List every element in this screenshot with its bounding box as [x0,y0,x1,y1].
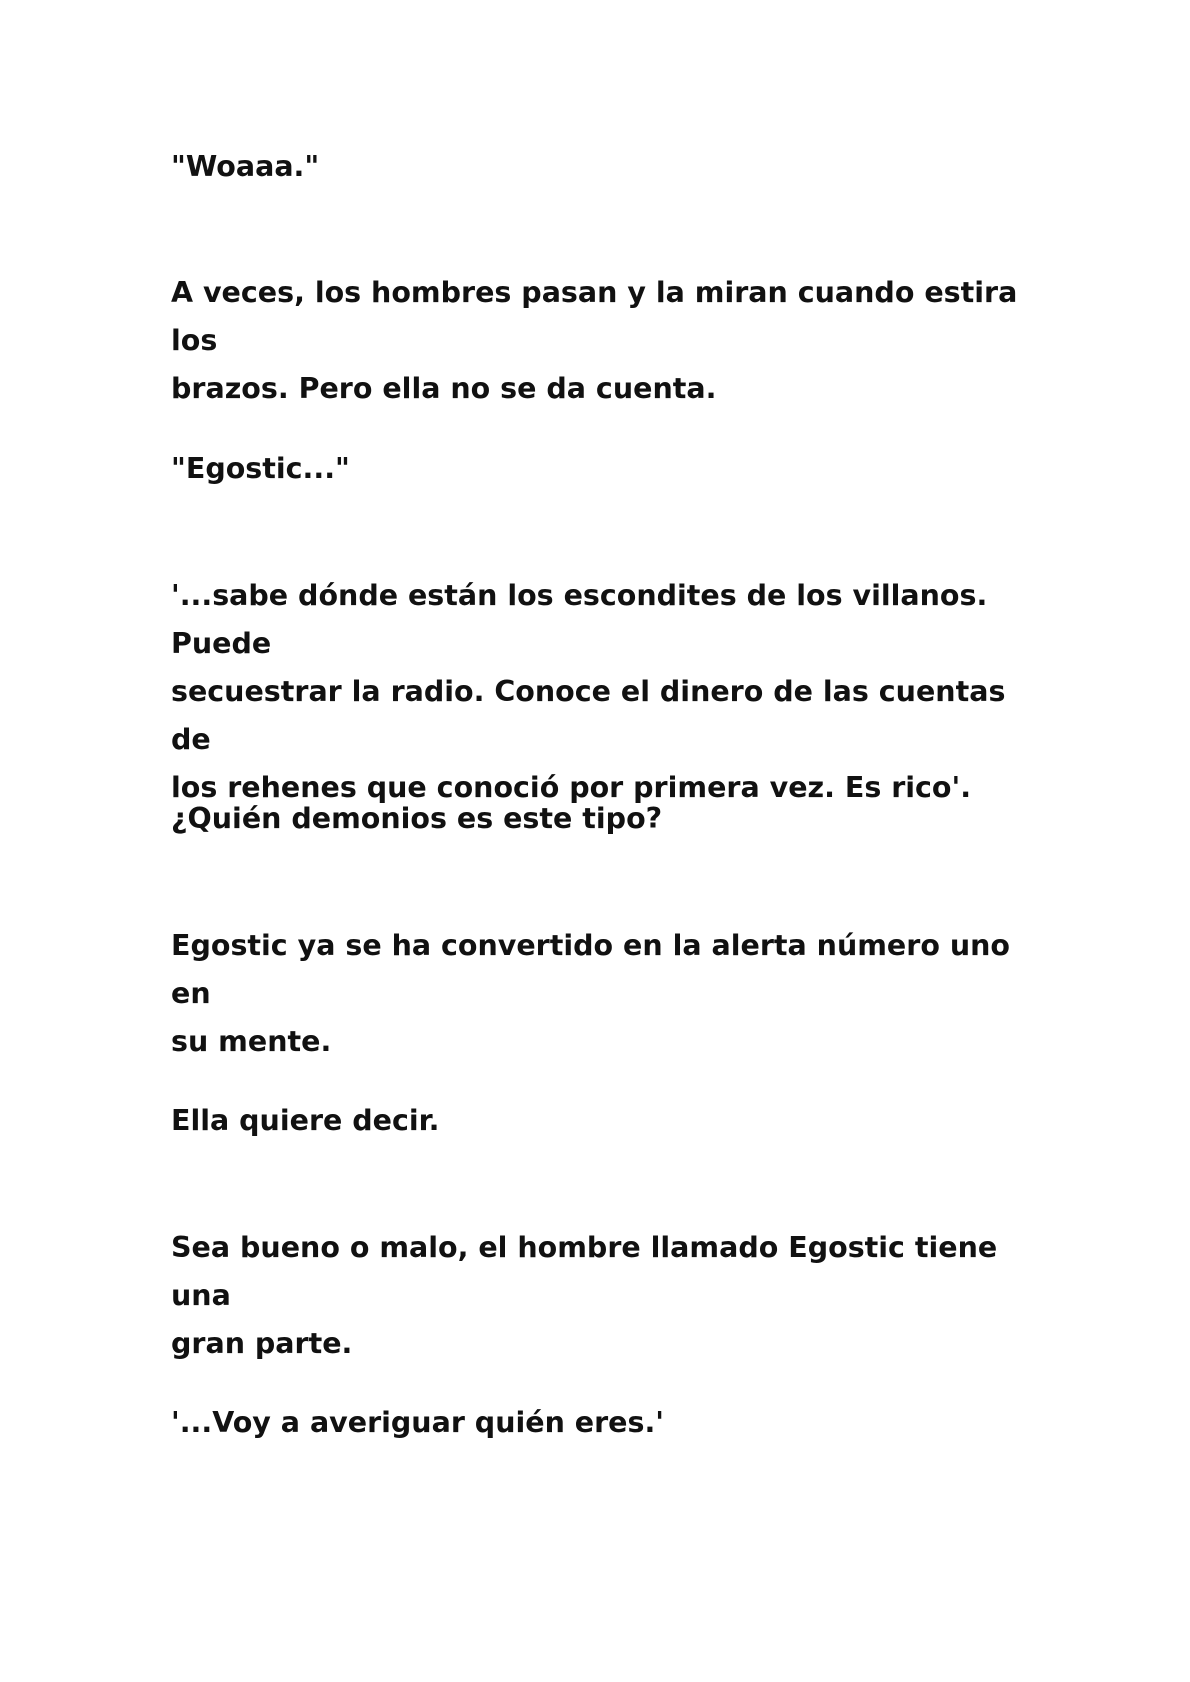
paragraph-4: '...sabe dónde están los escondites de los villanos. Puede secuestrar la radio. Conoce el dinero de las cuentas de los rehenes que conoció por primera vez. Es rico'. [171,579,1006,804]
paragraph-3: "Egostic..." [171,452,350,485]
paragraph-5: ¿Quién demonios es este tipo? [171,802,663,835]
paragraph-2: A veces, los hombres pasan y la miran cuando estira los brazos. Pero ella no se da cuenta. [171,276,1018,405]
paragraph-9: '...Voy a averiguar quién eres.' [171,1406,665,1439]
paragraph-6: Egostic ya se ha convertido en la alerta número uno en su mente. [171,929,1010,1058]
paragraph-1: "Woaaa." [171,150,320,183]
paragraph-7: Ella quiere decir. [171,1104,440,1137]
paragraph-8: Sea bueno o malo, el hombre llamado Egostic tiene una gran parte. [171,1231,998,1360]
